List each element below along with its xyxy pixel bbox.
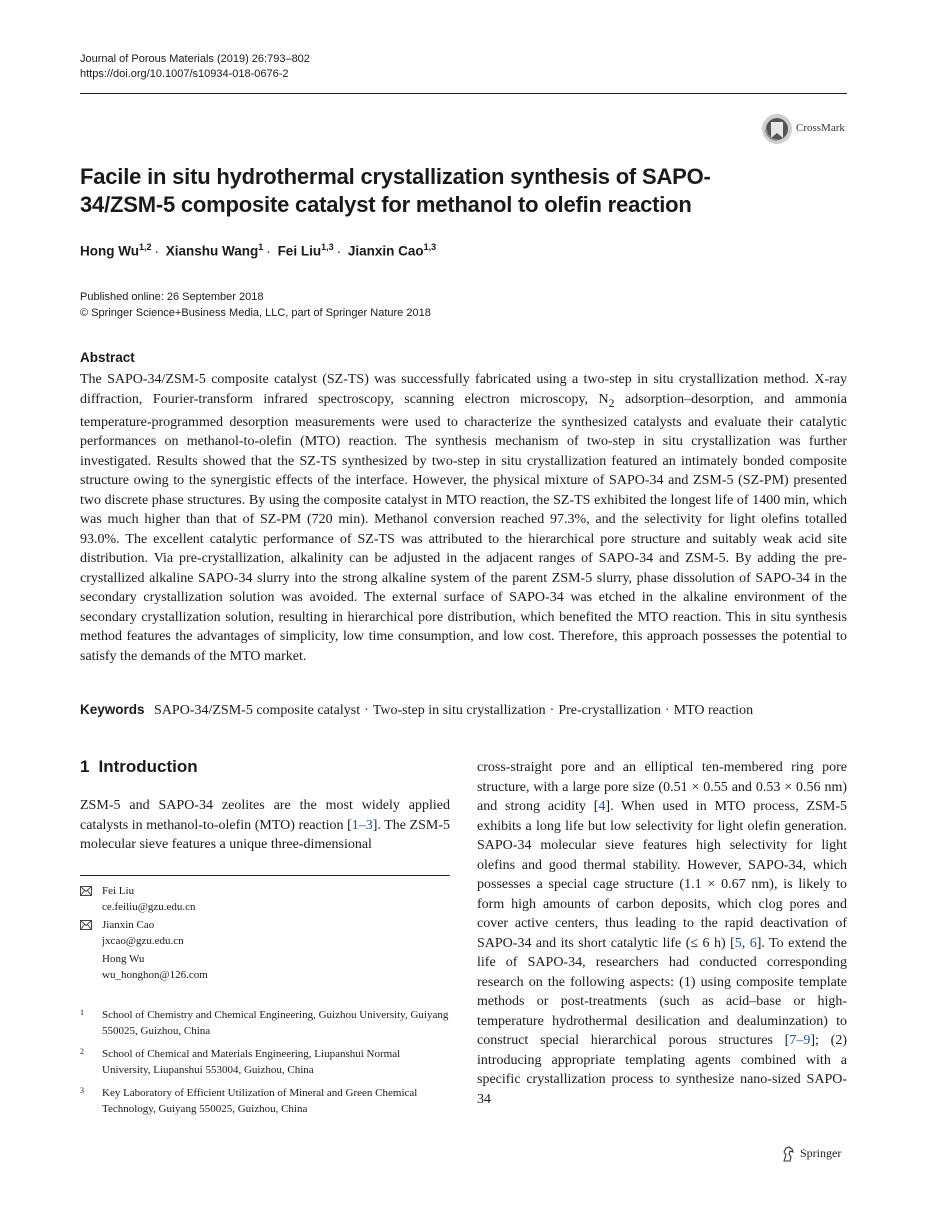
affiliation-text: School of Chemical and Materials Engineering, Liupanshui Normal University, Liupanshui 553004, Guizhou, China	[102, 1048, 401, 1076]
corresponding-authors	[80, 884, 450, 986]
author-separator: ·	[154, 243, 159, 259]
publisher-logo	[781, 1145, 861, 1165]
author-affiliation-sup: 1,2	[138, 242, 152, 252]
crossmark-label: CrossMark	[796, 122, 845, 134]
affiliation-entry	[80, 1086, 450, 1117]
springer-horse-icon	[781, 1146, 795, 1162]
intro-text: ,	[741, 935, 750, 951]
journal-citation: Journal of Porous Materials (2019) 26:793–802	[80, 53, 310, 65]
author-affiliation-sup: 1,3	[321, 242, 334, 252]
published-date: Published online: 26 September 2018	[80, 291, 264, 303]
author-affiliation-sup: 1	[258, 242, 264, 252]
author-name[interactable]: Fei Liu	[277, 243, 322, 259]
citation-link[interactable]: 1–3	[351, 817, 373, 833]
citation-link[interactable]: 4	[598, 799, 606, 814]
abstract-subscript: 2	[608, 396, 615, 410]
contact-email[interactable]: jxcao@gzu.edu.cn	[102, 934, 184, 947]
contact-entry	[80, 952, 450, 983]
author-name[interactable]: Xianshu Wang	[165, 243, 259, 259]
contact-name: Fei Liu	[102, 885, 135, 897]
author-affiliation-sup: 1,3	[423, 242, 437, 252]
section-title: Introduction	[98, 757, 198, 776]
envelope-icon	[80, 920, 92, 930]
crossmark-badge[interactable]	[761, 113, 851, 147]
footnote-divider	[80, 875, 450, 876]
keyword-item: SAPO-34/ZSM-5 composite catalyst	[154, 703, 361, 718]
keyword-separator: ·	[364, 703, 369, 718]
author-list	[80, 242, 436, 259]
contact-email[interactable]: wu_honghon@126.com	[102, 968, 208, 981]
crossmark-icon	[761, 113, 793, 145]
keywords	[80, 700, 847, 720]
affiliation-number: 2	[80, 1047, 84, 1056]
author-separator: ·	[336, 243, 342, 259]
affiliation-text: School of Chemistry and Chemical Engineering, Guizhou University, Guiyang 550025, Guizhou, China	[102, 1009, 449, 1037]
abstract-text-part: adsorption–desorption, and ammonia temperature-programmed desorption measurements were used to characterize the synthesized catalysts and evaluate their catalytic performances on methanol-to-olefin (MTO) reaction. The synthesis mechanism of two-step in situ crystallization was further investigated. Results showed that the SZ-TS synthesized by two-step in situ crystallization featured an intimately bonded composite structure owing to the synergistic effects of the interface. However, the physical mixture of SAPO-34 and ZSM-5 (SZ-PM) presented two discrete phase structures. By using the composite catalyst in MTO reaction, the SZ-TS exhibited the longest life of 1400 min, which was much higher than that of SZ-PM (720 min). Methanol conversion reached 97.3%, and the selectivity for light olefins totalled 93.0%. The excellent catalytic performance of SZ-TS was attributed to the hierarchical pore structure and suitably weak acid site distribution. Via pre-crystallization, alkalinity can be adjusted in the adjacent ranges of SAPO-34 and ZSM-5. By adding the pre-crystallized alkaline SAPO-34 slurry into the strong alkaline system of the parent ZSM-5 slurry, phase dissolution of SAPO-34 in the secondary crystallization solution was avoided. The external surface of SAPO-34 was etched in the alkaline environment of the secondary crystallization solution, resulting in hierarchical pore distribution, which benefited the MTO reaction. This in situ synthesis method features the advantages of simplicity, low time consumption, and low cost. Therefore, this approach possesses the potential to satisfy the demands of the MTO market.	[80, 391, 847, 664]
header-divider	[80, 93, 847, 94]
publication-info	[80, 290, 431, 321]
keyword-item: Pre-crystallization	[558, 703, 661, 718]
affiliation-entry	[80, 1008, 450, 1039]
contact-name: Jianxin Cao	[102, 919, 155, 931]
affiliation-entry	[80, 1047, 450, 1078]
affiliation-number: 1	[80, 1008, 84, 1017]
contact-name: Hong Wu	[102, 953, 145, 965]
copyright: © Springer Science+Business Media, LLC, part of Springer Nature 2018	[80, 306, 431, 319]
affiliations	[80, 1008, 450, 1125]
paper-title: Facile in situ hydrothermal crystallization synthesis of SAPO-34/ZSM-5 composite catalyst for methanol to olefin reaction	[80, 164, 711, 217]
keyword-separator: ·	[549, 703, 555, 718]
contact-email[interactable]: ce.feiliu@gzu.edu.cn	[102, 900, 196, 913]
keyword-item: Two-step in situ crystallization	[372, 703, 546, 718]
contact-entry	[80, 918, 450, 949]
affiliation-text: Key Laboratory of Efficient Utilization of Mineral and Green Chemical Technology, Guiyang 550025, Guizhou, China	[102, 1087, 418, 1115]
citation-link[interactable]: 7–9	[789, 1033, 811, 1048]
citation-link[interactable]: 6	[749, 935, 757, 951]
intro-text: ]. When used in MTO process, ZSM-5 exhibits a long life but low selectivity for light olefin generation. SAPO-34 molecular sieve features high selectivity for light olefins and good thermal stability. However, SAPO-34, which possesses a special cage structure (1.1 × 0.67 nm), is likely to form high amounts of carbon deposits, which clog pores and cover active centers, thus leading to the rapid deactivation of SAPO-34 and its short catalytic life (≤ 6 h) [	[477, 799, 847, 951]
keywords-label: Keywords	[80, 702, 145, 717]
publisher-name: Springer	[800, 1146, 842, 1160]
intro-paragraph-left	[80, 796, 450, 855]
affiliation-number: 3	[80, 1086, 84, 1095]
doi-link[interactable]: https://doi.org/10.1007/s10934-018-0676-2	[80, 68, 289, 80]
author-name[interactable]: Jianxin Cao	[347, 243, 424, 259]
section-number: 1	[80, 757, 90, 776]
envelope-icon	[80, 886, 92, 896]
contact-entry	[80, 884, 450, 915]
abstract-heading: Abstract	[80, 350, 135, 365]
keyword-item: MTO reaction	[673, 703, 754, 718]
intro-text: ZSM-5 and SAPO-34 zeolites are the most widely applied catalysts in methanol-to-olefin (MTO) reaction [	[80, 798, 450, 833]
author-separator: ·	[266, 243, 271, 259]
journal-header	[80, 52, 310, 82]
keyword-separator: ·	[664, 703, 670, 718]
intro-text: ]; (2) introducing appropriate templating agents combined with a specific crystallization process to synthesize nano-sized SAPO-34	[477, 1033, 847, 1107]
abstract-body	[80, 370, 847, 666]
intro-text: cross-straight pore and an elliptical ten-membered ring pore structure, with a large pore size (0.51 × 0.55 and 0.53 × 0.56 nm) and strong acidity [	[477, 760, 847, 814]
intro-text: ]. The ZSM-5 molecular sieve features a unique three-dimensional	[80, 817, 450, 852]
citation-link[interactable]: 5	[734, 935, 742, 951]
abstract-text-part: The SAPO-34/ZSM-5 composite catalyst (SZ-TS) was successfully fabricated using a two-step in situ crystallization method. X-ray diffraction, Fourier-transform infrared spectroscopy, scanning electron microscopy, N	[80, 372, 847, 407]
section-heading-introduction	[80, 757, 198, 777]
intro-paragraph-right	[477, 758, 847, 1109]
intro-text: ]. To extend the life of SAPO-34, researchers had conducted corresponding research on the following aspects: (1) using composite template methods or post-treatments (such as acid–base or high-temperature hydrothermal desilication and dealuminzation) to construct special hierarchical porous structures [	[477, 935, 848, 1048]
author-name[interactable]: Hong Wu	[80, 243, 139, 259]
